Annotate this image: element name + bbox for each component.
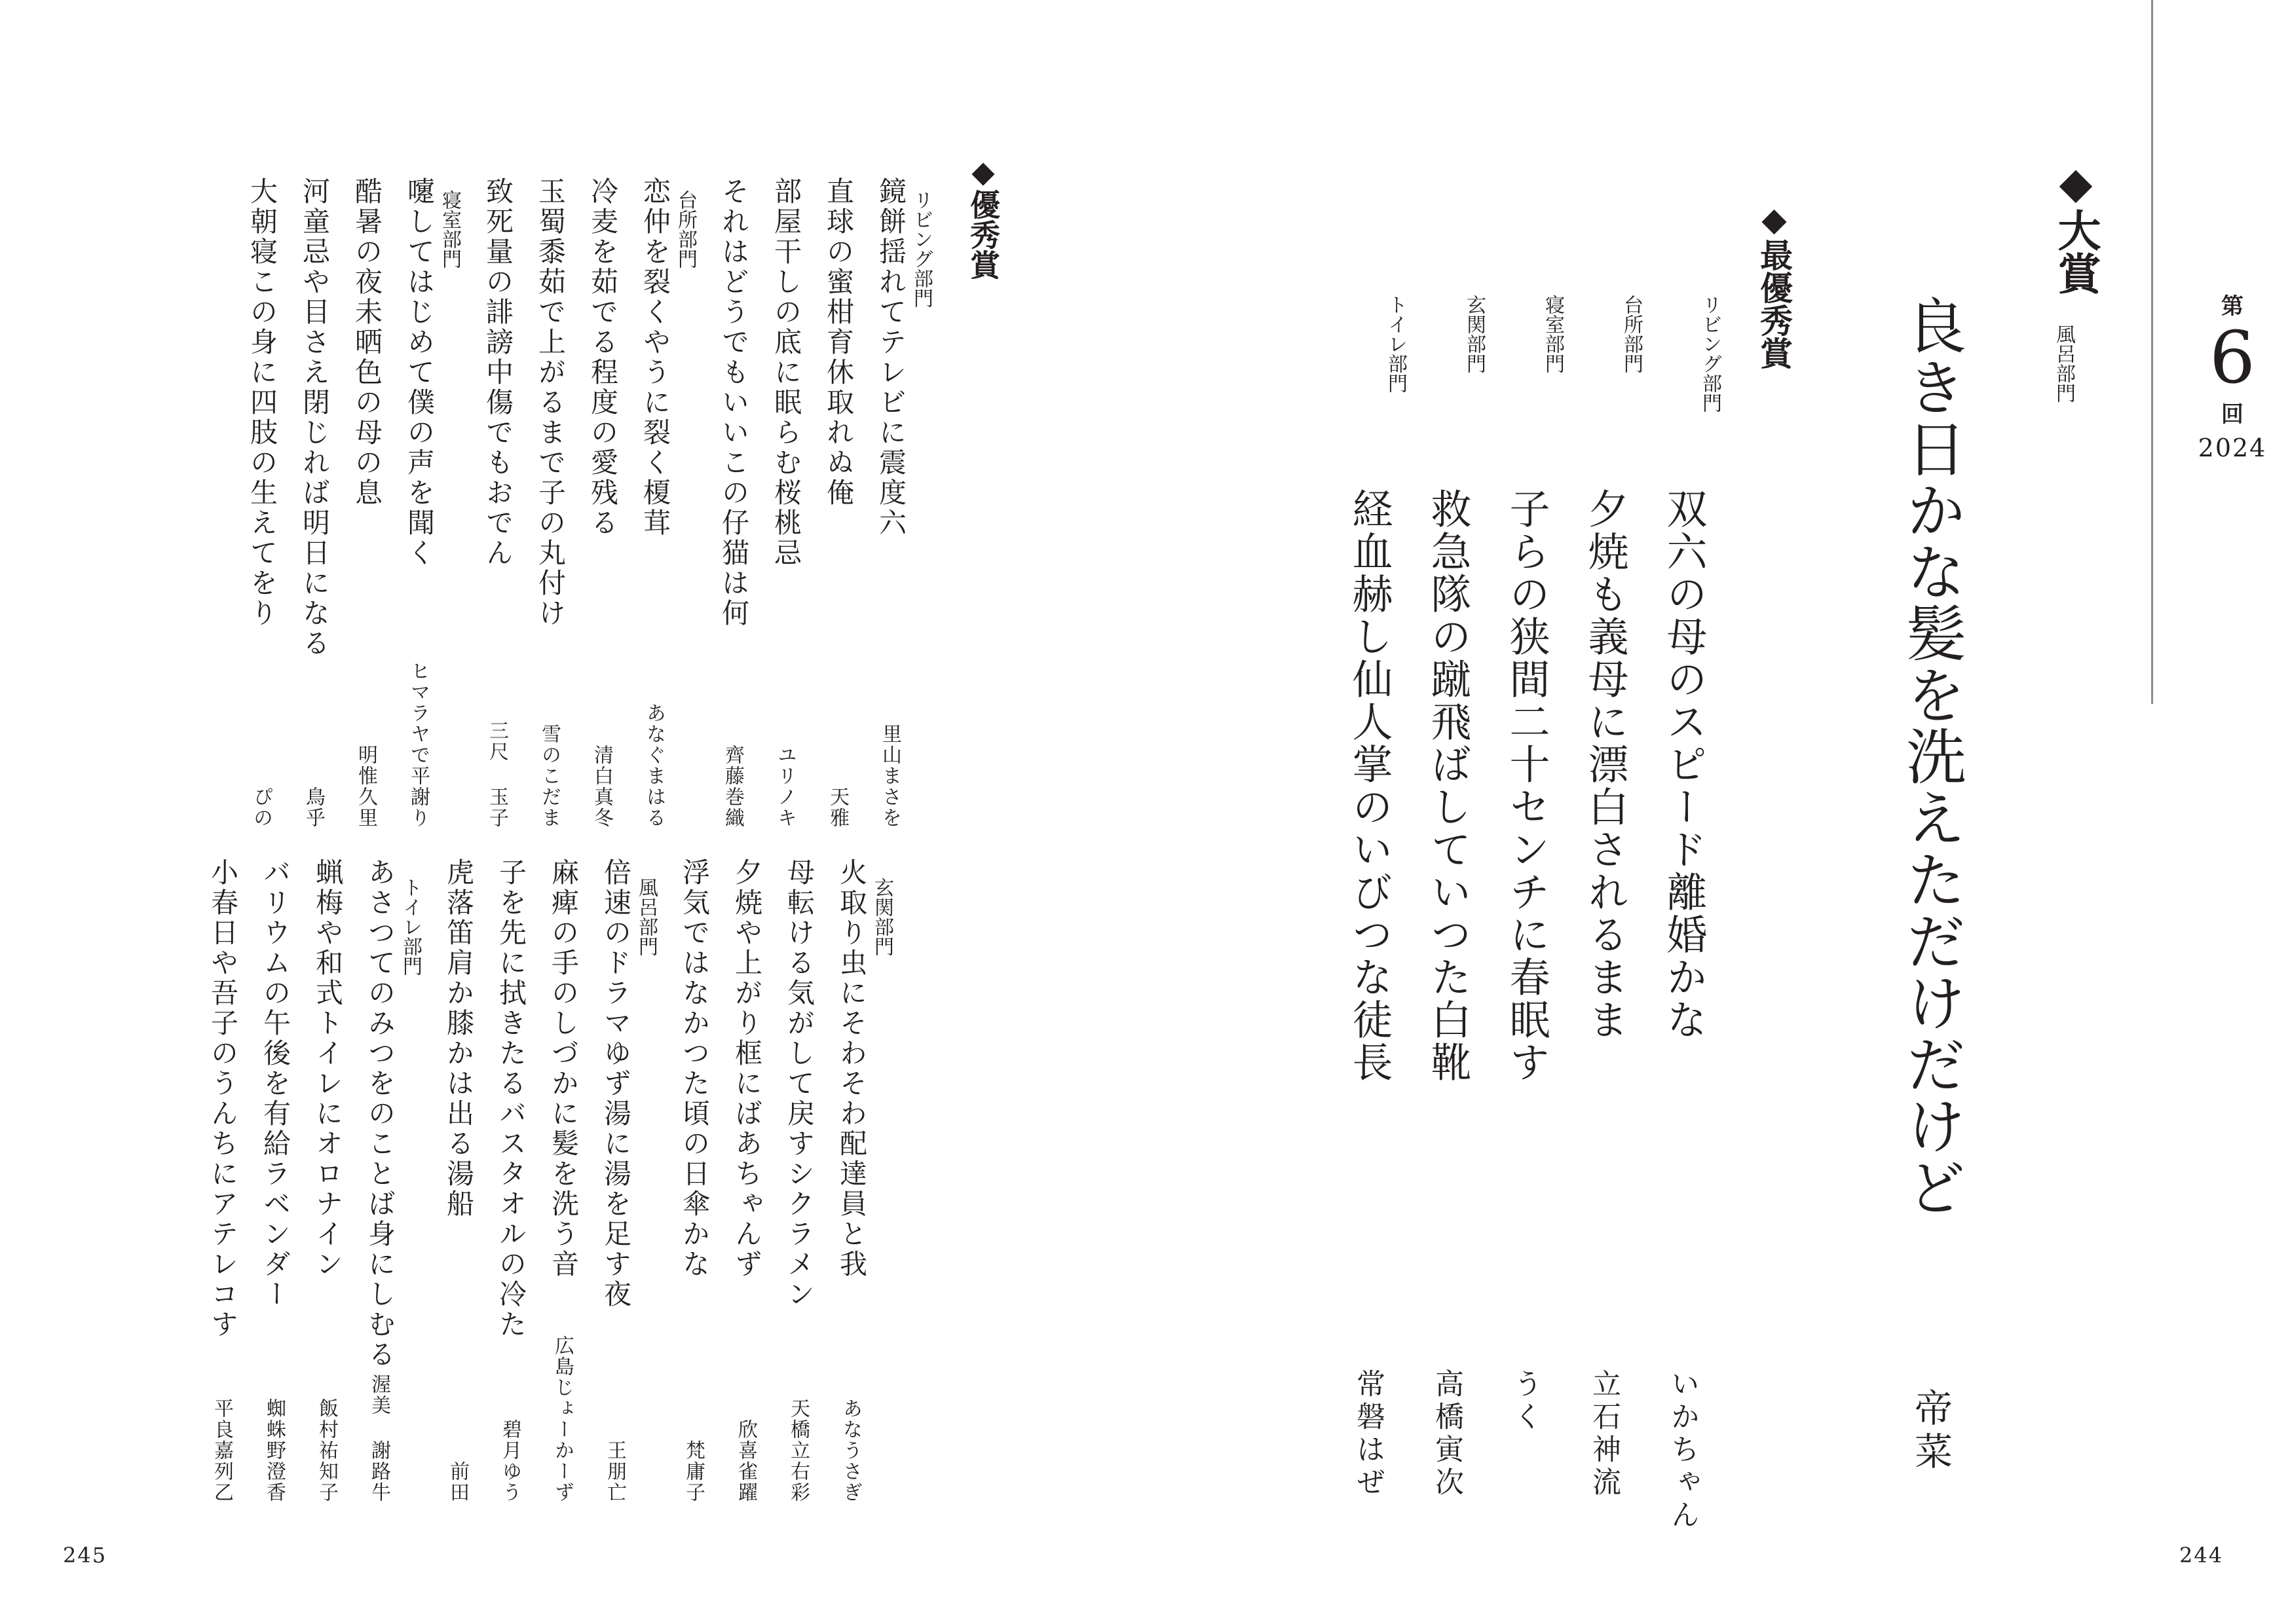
excellent-author: 王朋亡 (603, 1440, 626, 1503)
excellent-author: 蜘蛛野澄香 (263, 1398, 286, 1503)
top-award-author: 立石神流 (1587, 1369, 1621, 1500)
round-label (2175, 288, 2290, 462)
top-award-author: いかちゃん (1666, 1369, 1699, 1532)
excellent-author: 梵庸子 (682, 1440, 705, 1503)
excellent-haiku: 直球の蜜柑育休取れぬ俺 (823, 177, 855, 508)
excellent-dept: 寝室部門 (438, 190, 461, 268)
excellent-haiku: 子を先に拭きたるバスタオルの冷た (495, 858, 527, 1340)
excellent-author: 飯村祐知子 (315, 1398, 338, 1503)
excellent-haiku: 火取り虫にそわそわ配達員と我 (836, 858, 868, 1280)
round-year: 2024 (2198, 433, 2267, 462)
grand-prize-dept: 風呂部門 (2052, 324, 2075, 403)
excellent-author: 広島じょーかーず (551, 1335, 574, 1503)
grand-prize-author: 帝菜 (1908, 1388, 1953, 1475)
excellent-author: 里山まさを (878, 724, 901, 828)
top-award-haiku: 夕焼も義母に漂白されるまま (1581, 488, 1629, 1041)
excellent-author: 雪のこだま (538, 724, 561, 828)
round-prefix: 第 (2221, 293, 2243, 320)
top-award-author: 常磐はぜ (1351, 1369, 1385, 1500)
excellent-dept: 風呂部門 (635, 877, 658, 956)
excellent-dept: 玄関部門 (871, 877, 893, 956)
excellent-author: 平良嘉列乙 (210, 1398, 233, 1503)
excellent-author: ぴの (250, 786, 272, 828)
excellent-author: 齊藤巻織 (721, 745, 744, 828)
excellent-haiku: 酷暑の夜未晒色の母の息 (351, 177, 383, 508)
grand-prize-heading: ◆大賞 (2050, 157, 2101, 295)
excellent-haiku: 玉蜀黍茹で上がるまで子の丸付け (535, 177, 567, 629)
excellent-haiku: 河童忌や目さえ閉じれば明日になる (299, 177, 331, 659)
excellent-author: 天雅 (826, 786, 849, 828)
excellent-haiku: 虎落笛肩か膝かは出る湯船 (443, 858, 475, 1219)
excellent-haiku: 蝋梅や和式トイレにオロナイン (312, 858, 344, 1280)
excellent-author: ヒマラヤで平謝り (407, 661, 430, 828)
excellent-author: 碧月ゆう (498, 1419, 521, 1503)
excellent-haiku: あさつてのみつをのことば身にしむる (364, 858, 396, 1370)
excellent-haiku: 恋仲を裂くやうに裂く榎茸 (639, 177, 671, 538)
top-award-dept: リビング部門 (1699, 295, 1721, 413)
excellent-award-heading: ◆優秀賞 (966, 154, 1001, 280)
top-award-haiku: 子らの狭間二十センチに春眠す (1503, 488, 1550, 1084)
excellent-haiku: 嚔してはじめて僕の声を聞く (404, 177, 436, 568)
excellent-author: 前田 (446, 1461, 469, 1503)
excellent-haiku: 倍速のドラマゆず湯に湯を足す夜 (600, 858, 632, 1310)
page-number-right: 244 (2179, 1543, 2224, 1568)
excellent-haiku: 夕焼や上がり框にばあちゃんず (731, 858, 763, 1280)
top-award-haiku: 双六の母のスピード離婚かな (1660, 488, 1708, 1041)
excellent-haiku: 大朝寝この身に四肢の生えてをり (246, 177, 278, 629)
excellent-author: 渥美 謝路牛 (367, 1374, 390, 1503)
excellent-dept: 台所部門 (674, 190, 697, 268)
top-award-dept: 台所部門 (1620, 295, 1643, 373)
excellent-haiku: 母転ける気がして戻すシクラメン (783, 858, 816, 1310)
top-award-haiku: 経血赫し仙人掌のいびつな徒長 (1345, 488, 1393, 1084)
excellent-haiku: 冷麦を茹でる程度の愛残る (587, 177, 619, 538)
excellent-haiku: 致死量の誹謗中傷でもおでん (482, 177, 514, 568)
excellent-haiku: それはどうでもいいこの仔猫は何 (718, 177, 750, 629)
top-award-heading: ◆最優秀賞 (1755, 200, 1793, 369)
excellent-haiku: 部屋干しの底に眠らむ桜桃忌 (770, 177, 802, 568)
page-number-left: 245 (63, 1543, 107, 1568)
excellent-haiku: バリウムの午後を有給ラベンダー (259, 858, 291, 1310)
excellent-haiku: 鏡餅揺れてテレビに震度六 (875, 177, 907, 538)
excellent-author: 清白真冬 (590, 745, 613, 828)
top-award-dept: 寝室部門 (1541, 295, 1564, 373)
round-number: 6 (2209, 316, 2255, 399)
excellent-author: あなうさぎ (839, 1398, 862, 1503)
excellent-dept: トイレ部門 (399, 877, 422, 976)
top-award-author: 高橋寅次 (1430, 1369, 1463, 1500)
excellent-haiku: 小春日や吾子のうんちにアテレコす (207, 858, 239, 1340)
excellent-author: あなぐまはる (643, 703, 666, 828)
top-award-haiku: 救急隊の蹴飛ばしていつた白靴 (1424, 488, 1472, 1084)
grand-prize-haiku: 良き日かな髪を洗えただけだけど (1896, 295, 1966, 1218)
excellent-haiku: 浮気ではなかつた頃の日傘かな (679, 858, 711, 1280)
top-award-dept: トイレ部門 (1384, 295, 1407, 393)
top-award-author: うく (1509, 1369, 1542, 1434)
excellent-author: 明惟久里 (354, 745, 377, 828)
excellent-author: 欣喜雀躍 (734, 1419, 757, 1503)
round-suffix: 回 (2221, 401, 2243, 428)
excellent-author: 天橋立右彩 (787, 1398, 810, 1503)
excellent-author: 三尺 玉子 (485, 720, 508, 828)
top-award-dept: 玄関部門 (1463, 295, 1486, 373)
excellent-author: ユリノキ (774, 745, 797, 828)
excellent-dept: リビング部門 (910, 190, 933, 308)
excellent-author: 鳥乎 (302, 786, 325, 828)
excellent-haiku: 麻痺の手のしづかに髪を洗う音 (548, 858, 580, 1280)
page-divider-rule (2151, 0, 2153, 704)
